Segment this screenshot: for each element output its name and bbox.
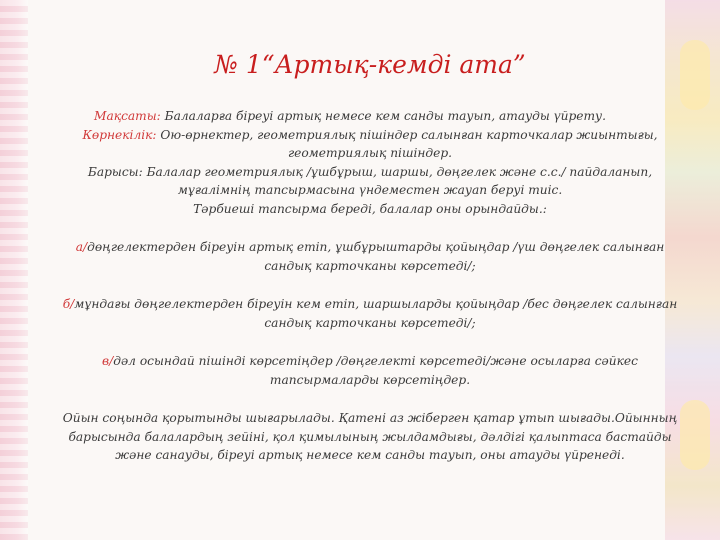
goal-text: Балаларға біреуі артық немесе кем санды тауып, атауды үйрету. (160, 109, 607, 123)
slide-content (60, 50, 680, 465)
item-a-text: дөңгелектерден біреуін артық етіп, ұшбұрыштарды қойыңдар /үш дөңгелек салынған сандық карточканы көрсетеді/; (87, 240, 665, 273)
decor-glow (680, 400, 710, 470)
visual-text: Ою-өрнектер, геометриялық пішіндер салынған карточкалар жиынтығы, геометриялық пішіндер. (156, 127, 658, 160)
item-a-paragraph (60, 238, 680, 275)
goal-paragraph (60, 107, 680, 126)
item-a-label: а/ (75, 240, 88, 254)
conclusion-paragraph: Ойын соңында қорытынды шығарылады. Қатені аз жіберген қатар ұтып шығады.Ойынның барысында балалардың зейіні, қол қимылының жылдамдығы, дәлдігі қалыптаса бастайды және санауды, біреуі артық немесе кем санды тауып, оны атауды үйренеді. (62, 411, 678, 462)
item-c-text: дәл осындай пішінді көрсетіңдер /дөңгелекті көрсетеді/және осыларға сәйкес тапсырмаларды көрсетіңдер. (113, 354, 638, 387)
visual-label: Көрнекілік: (82, 127, 157, 142)
item-b-text: мұндағы дөңгелектерден біреуін кем етіп, шаршыларды қойыңдар /бес дөңгелек салынған сандық карточканы көрсетеді/; (74, 297, 678, 330)
left-decor-strip (0, 0, 28, 540)
visual-paragraph (60, 126, 680, 163)
slide-title: № 1“Артық-кемді ата” (214, 50, 526, 79)
decor-glow (680, 40, 710, 110)
item-b-paragraph (60, 295, 680, 332)
teacher-paragraph: Тәрбиеші тапсырма береді, балалар оны орындайды.: (193, 201, 547, 216)
item-b-label: б/ (62, 297, 75, 311)
goal-label: Мақсаты: (93, 109, 161, 123)
process-paragraph: Барысы: Балалар геометриялық /ұшбұрыш, шаршы, дөңгелек және с.с./ пайдаланып, мұғалімнің тапсырмасына үндеместен жауап беруі тиіс. (87, 164, 653, 197)
item-c-paragraph (60, 352, 680, 389)
item-c-label: в/ (102, 354, 114, 368)
